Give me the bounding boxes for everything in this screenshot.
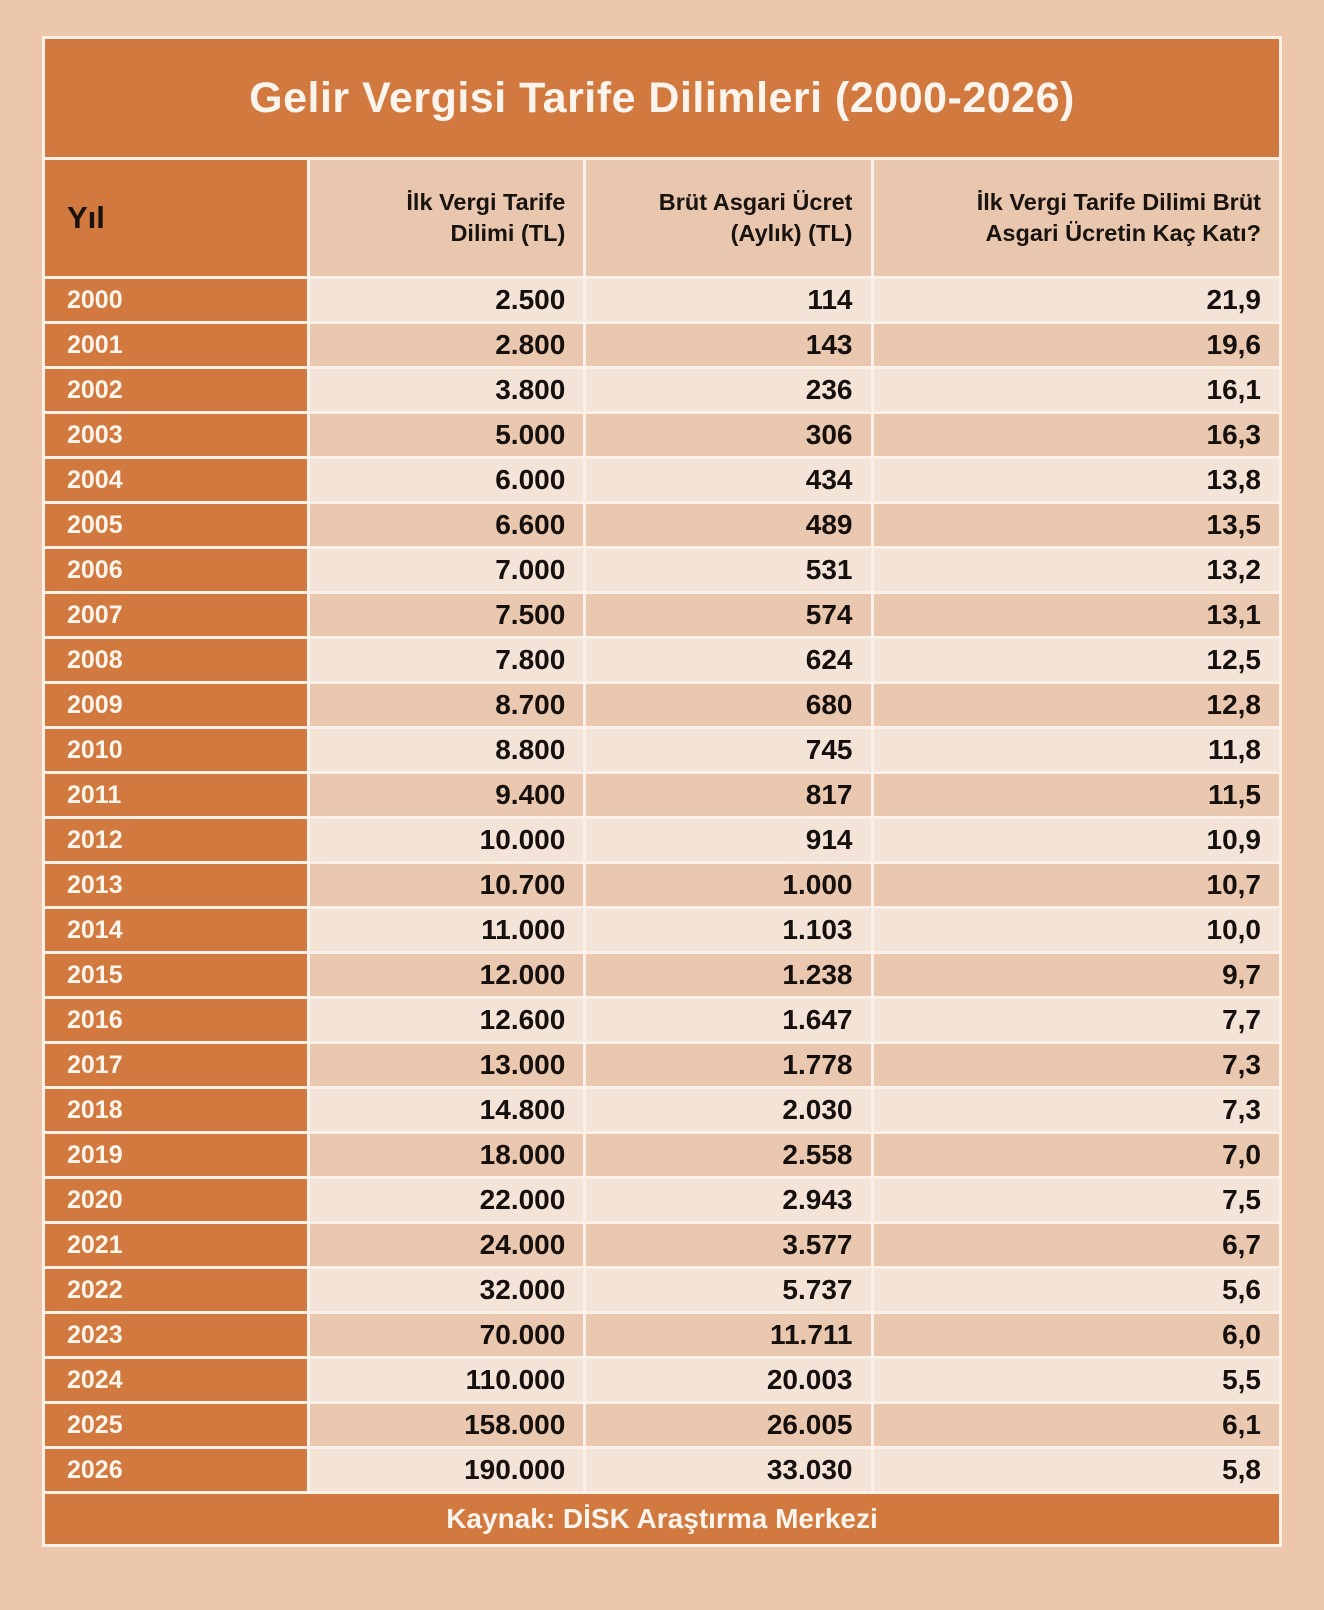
- gross-minimum-wage-cell: 817: [586, 774, 870, 816]
- gross-minimum-wage-cell: 143: [586, 324, 870, 366]
- first-tax-bracket-cell: 2.800: [310, 324, 583, 366]
- ratio-cell: 10,7: [874, 864, 1280, 906]
- table-row: [45, 1224, 1279, 1266]
- year-cell: 2012: [45, 819, 307, 861]
- year-cell: 2020: [45, 1179, 307, 1221]
- gross-minimum-wage-cell: 434: [586, 459, 870, 501]
- year-cell: 2003: [45, 414, 307, 456]
- first-tax-bracket-cell: 7.800: [310, 639, 583, 681]
- ratio-cell: 10,9: [874, 819, 1280, 861]
- ratio-cell: 10,0: [874, 909, 1280, 951]
- table-row: [45, 1269, 1279, 1311]
- table-row: [45, 774, 1279, 816]
- year-cell: 2001: [45, 324, 307, 366]
- table-row: [45, 1359, 1279, 1401]
- column-header-first-tax-bracket: İlk Vergi Tarife Dilimi (TL): [310, 160, 583, 276]
- year-cell: 2019: [45, 1134, 307, 1176]
- first-tax-bracket-cell: 7.000: [310, 549, 583, 591]
- table-row: [45, 864, 1279, 906]
- ratio-cell: 7,7: [874, 999, 1280, 1041]
- gross-minimum-wage-cell: 574: [586, 594, 870, 636]
- ratio-cell: 7,3: [874, 1089, 1280, 1131]
- gross-minimum-wage-cell: 306: [586, 414, 870, 456]
- ratio-cell: 11,8: [874, 729, 1280, 771]
- ratio-cell: 13,5: [874, 504, 1280, 546]
- gross-minimum-wage-cell: 531: [586, 549, 870, 591]
- first-tax-bracket-cell: 6.600: [310, 504, 583, 546]
- gross-minimum-wage-cell: 914: [586, 819, 870, 861]
- table-row: [45, 819, 1279, 861]
- gross-minimum-wage-cell: 624: [586, 639, 870, 681]
- column-header-gross-minimum-wage: Brüt Asgari Ücret (Aylık) (TL): [586, 160, 870, 276]
- year-cell: 2000: [45, 279, 307, 321]
- table-row: [45, 1089, 1279, 1131]
- first-tax-bracket-cell: 12.000: [310, 954, 583, 996]
- ratio-cell: 11,5: [874, 774, 1280, 816]
- table-row: [45, 1134, 1279, 1176]
- ratio-cell: 7,5: [874, 1179, 1280, 1221]
- year-cell: 2025: [45, 1404, 307, 1446]
- first-tax-bracket-cell: 110.000: [310, 1359, 583, 1401]
- tax-brackets-table-container: [42, 36, 1282, 1547]
- ratio-cell: 16,3: [874, 414, 1280, 456]
- gross-minimum-wage-cell: 680: [586, 684, 870, 726]
- gross-minimum-wage-cell: 2.030: [586, 1089, 870, 1131]
- ratio-cell: 13,1: [874, 594, 1280, 636]
- ratio-cell: 5,5: [874, 1359, 1280, 1401]
- gross-minimum-wage-cell: 1.778: [586, 1044, 870, 1086]
- table-row: [45, 369, 1279, 411]
- year-cell: 2018: [45, 1089, 307, 1131]
- column-header-ratio: İlk Vergi Tarife Dilimi Brüt Asgari Ücretin Kaç Katı?: [874, 160, 1280, 276]
- first-tax-bracket-cell: 32.000: [310, 1269, 583, 1311]
- year-cell: 2016: [45, 999, 307, 1041]
- table-row: [45, 594, 1279, 636]
- ratio-cell: 19,6: [874, 324, 1280, 366]
- ratio-cell: 13,2: [874, 549, 1280, 591]
- first-tax-bracket-cell: 7.500: [310, 594, 583, 636]
- table-row: [45, 639, 1279, 681]
- gross-minimum-wage-cell: 114: [586, 279, 870, 321]
- year-cell: 2006: [45, 549, 307, 591]
- gross-minimum-wage-cell: 489: [586, 504, 870, 546]
- year-cell: 2013: [45, 864, 307, 906]
- ratio-cell: 5,6: [874, 1269, 1280, 1311]
- table-row: [45, 684, 1279, 726]
- year-cell: 2002: [45, 369, 307, 411]
- table-row: [45, 1404, 1279, 1446]
- first-tax-bracket-cell: 2.500: [310, 279, 583, 321]
- gross-minimum-wage-cell: 2.558: [586, 1134, 870, 1176]
- first-tax-bracket-cell: 18.000: [310, 1134, 583, 1176]
- first-tax-bracket-cell: 11.000: [310, 909, 583, 951]
- first-tax-bracket-cell: 24.000: [310, 1224, 583, 1266]
- header-row: [45, 160, 1279, 276]
- first-tax-bracket-cell: 9.400: [310, 774, 583, 816]
- gross-minimum-wage-cell: 3.577: [586, 1224, 870, 1266]
- gross-minimum-wage-cell: 1.103: [586, 909, 870, 951]
- year-cell: 2007: [45, 594, 307, 636]
- table-row: [45, 1449, 1279, 1491]
- table-row: [45, 999, 1279, 1041]
- table-row: [45, 504, 1279, 546]
- first-tax-bracket-cell: 14.800: [310, 1089, 583, 1131]
- year-cell: 2015: [45, 954, 307, 996]
- ratio-cell: 6,1: [874, 1404, 1280, 1446]
- source-credit: Kaynak: DİSK Araştırma Merkezi: [45, 1494, 1279, 1544]
- gross-minimum-wage-cell: 5.737: [586, 1269, 870, 1311]
- table-row: [45, 279, 1279, 321]
- first-tax-bracket-cell: 3.800: [310, 369, 583, 411]
- ratio-cell: 7,0: [874, 1134, 1280, 1176]
- table-title: Gelir Vergisi Tarife Dilimleri (2000-2026): [45, 39, 1279, 157]
- first-tax-bracket-cell: 12.600: [310, 999, 583, 1041]
- year-cell: 2005: [45, 504, 307, 546]
- first-tax-bracket-cell: 8.700: [310, 684, 583, 726]
- ratio-cell: 21,9: [874, 279, 1280, 321]
- table-row: [45, 1179, 1279, 1221]
- gross-minimum-wage-cell: 26.005: [586, 1404, 870, 1446]
- gross-minimum-wage-cell: 1.647: [586, 999, 870, 1041]
- table-row: [45, 1314, 1279, 1356]
- first-tax-bracket-cell: 6.000: [310, 459, 583, 501]
- gross-minimum-wage-cell: 33.030: [586, 1449, 870, 1491]
- ratio-cell: 13,8: [874, 459, 1280, 501]
- first-tax-bracket-cell: 5.000: [310, 414, 583, 456]
- first-tax-bracket-cell: 22.000: [310, 1179, 583, 1221]
- gross-minimum-wage-cell: 236: [586, 369, 870, 411]
- year-cell: 2022: [45, 1269, 307, 1311]
- table-row: [45, 954, 1279, 996]
- ratio-cell: 5,8: [874, 1449, 1280, 1491]
- year-cell: 2010: [45, 729, 307, 771]
- table-row: [45, 324, 1279, 366]
- ratio-cell: 12,5: [874, 639, 1280, 681]
- year-cell: 2009: [45, 684, 307, 726]
- year-cell: 2023: [45, 1314, 307, 1356]
- gross-minimum-wage-cell: 20.003: [586, 1359, 870, 1401]
- ratio-cell: 9,7: [874, 954, 1280, 996]
- year-cell: 2026: [45, 1449, 307, 1491]
- first-tax-bracket-cell: 13.000: [310, 1044, 583, 1086]
- first-tax-bracket-cell: 70.000: [310, 1314, 583, 1356]
- gross-minimum-wage-cell: 11.711: [586, 1314, 870, 1356]
- first-tax-bracket-cell: 10.000: [310, 819, 583, 861]
- first-tax-bracket-cell: 10.700: [310, 864, 583, 906]
- table-row: [45, 1044, 1279, 1086]
- year-cell: 2011: [45, 774, 307, 816]
- first-tax-bracket-cell: 158.000: [310, 1404, 583, 1446]
- year-cell: 2017: [45, 1044, 307, 1086]
- gross-minimum-wage-cell: 1.000: [586, 864, 870, 906]
- gross-minimum-wage-cell: 1.238: [586, 954, 870, 996]
- column-header-year: Yıl: [45, 160, 307, 276]
- ratio-cell: 6,7: [874, 1224, 1280, 1266]
- gross-minimum-wage-cell: 2.943: [586, 1179, 870, 1221]
- table-row: [45, 549, 1279, 591]
- gross-minimum-wage-cell: 745: [586, 729, 870, 771]
- first-tax-bracket-cell: 190.000: [310, 1449, 583, 1491]
- source-row: [45, 1494, 1279, 1544]
- table-row: [45, 459, 1279, 501]
- table-row: [45, 729, 1279, 771]
- title-row: [45, 39, 1279, 157]
- ratio-cell: 7,3: [874, 1044, 1280, 1086]
- ratio-cell: 16,1: [874, 369, 1280, 411]
- year-cell: 2024: [45, 1359, 307, 1401]
- year-cell: 2008: [45, 639, 307, 681]
- first-tax-bracket-cell: 8.800: [310, 729, 583, 771]
- year-cell: 2014: [45, 909, 307, 951]
- table-row: [45, 414, 1279, 456]
- year-cell: 2004: [45, 459, 307, 501]
- ratio-cell: 6,0: [874, 1314, 1280, 1356]
- year-cell: 2021: [45, 1224, 307, 1266]
- table-body: [45, 279, 1279, 1491]
- table-row: [45, 909, 1279, 951]
- tax-brackets-table: [42, 36, 1282, 1547]
- ratio-cell: 12,8: [874, 684, 1280, 726]
